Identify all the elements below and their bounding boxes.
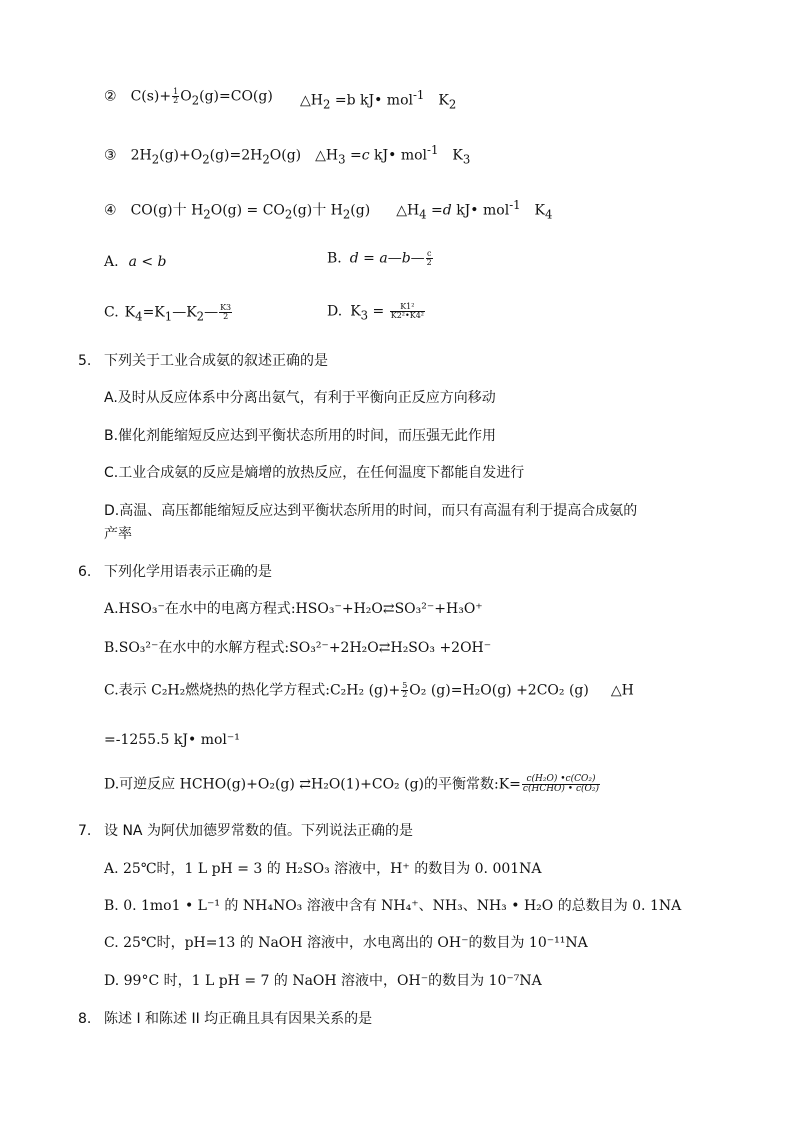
eq-label: ③ <box>104 147 117 164</box>
q5-option-d-cont: 产率 <box>104 526 132 542</box>
q7-option-b: B. 0. 1mo1 • L⁻¹ 的 NH₄NO₃ 溶液中含有 NH₄⁺、NH₃、NH₃ • H₂O 的总数目为 0. 1NA <box>104 898 682 914</box>
q7-stem: 设 NA 为阿伏加德罗常数的值。下列说法正确的是 <box>104 823 413 839</box>
q6-option-c: C.表示 C₂H₂燃烧热的热化学方程式:C₂H₂ (g)+ $\frac{5}{2}$ O₂ (g)=H₂O(g) +2CO₂ (g) △H <box>104 681 634 699</box>
equation-3: ③ $2H_2(g)+O_2(g)=2H_2O(g)$ $\triangle H_3 =c$ kJ• mol$^{-1}$ $K_3$ <box>104 143 471 167</box>
q6-option-b: B.SO₃²⁻在水中的水解方程式:SO₃²⁻+2H₂O⇄H₂SO₃ +2OH⁻ <box>104 640 492 656</box>
q5-option-c: C.工业合成氨的反应是熵增的放热反应，在任何温度下都能自发进行 <box>104 465 525 481</box>
q6-number: 6. <box>78 564 92 580</box>
eq-label: ④ <box>104 202 117 219</box>
q7-option-c: C. 25℃时，pH=13 的 NaOH 溶液中，水电离出的 OH⁻的数目为 10⁻¹¹NA <box>104 935 588 951</box>
q8-number: 8. <box>78 1011 92 1027</box>
q7-option-a: A. 25℃时，1 L pH = 3 的 H₂SO₃ 溶液中，H⁺ 的数目为 0. 001NA <box>104 861 542 877</box>
q6-option-c-cont: =-1255.5 kJ• mol⁻¹ <box>104 732 240 748</box>
equation-2: ② C(s)+ $\frac{1}{2}$ $O_2(g)=CO(g)$ <box>104 87 273 108</box>
option-b: B. d = a—b— $\frac{c}{2}$ <box>327 249 432 267</box>
q5-option-d: D.高温、高压都能缩短反应达到平衡状态所用的时间，而只有高温有利于提高合成氨的 <box>104 503 638 519</box>
q8-stem: 陈述 I 和陈述 II 均正确且具有因果关系的是 <box>104 1011 373 1027</box>
q5-option-b: B.催化剂能缩短反应达到平衡状态所用的时间，而压强无此作用 <box>104 428 497 444</box>
q7-number: 7. <box>78 823 92 839</box>
option-a: A. a < b <box>104 254 167 270</box>
q6-option-a: A.HSO₃⁻在水中的电离方程式:HSO₃⁻+H₂O⇄SO₃²⁻+H₃O⁺ <box>104 601 483 617</box>
q6-stem: 下列化学用语表示正确的是 <box>104 564 272 580</box>
equation-4: ④ CO(g)十 $H_2O(g) = CO_2(g)$十 $H_2(g)$ $\triangle H_4 =d$ kJ• mol$^{-1}$ $K_4$ <box>104 198 553 222</box>
equation-2-enthalpy: $\triangle H_2 =b$ kJ• mol$^{-1}$ $K_2$ <box>300 88 457 112</box>
q7-option-d: D. 99°C 时，1 L pH = 7 的 NaOH 溶液中，OH⁻的数目为 10⁻⁷NA <box>104 973 542 989</box>
eq-label: ② <box>104 88 117 105</box>
q5-option-a: A.及时从反应体系中分离出氨气，有利于平衡向正反应方向移动 <box>104 390 496 406</box>
option-c: C. $K_4=K_1—K_2—$ $\frac{K3}{2}$ <box>104 303 232 324</box>
q5-number: 5. <box>78 353 92 369</box>
q5-stem: 下列关于工业合成氨的叙述正确的是 <box>104 353 328 369</box>
q6-option-d: D.可逆反应 HCHO(g)+O₂(g) ⇄H₂O(1)+CO₂ (g)的平衡常数:K= $\frac{\text{c(H₂O) •c(CO₂)}}{\text{c(HCHO) • c(O₂)}}$ <box>104 774 600 794</box>
option-d: D. $K_3$ = $\frac{\text{K1²}}{\text{K2²•K4²}}$ <box>327 302 424 323</box>
